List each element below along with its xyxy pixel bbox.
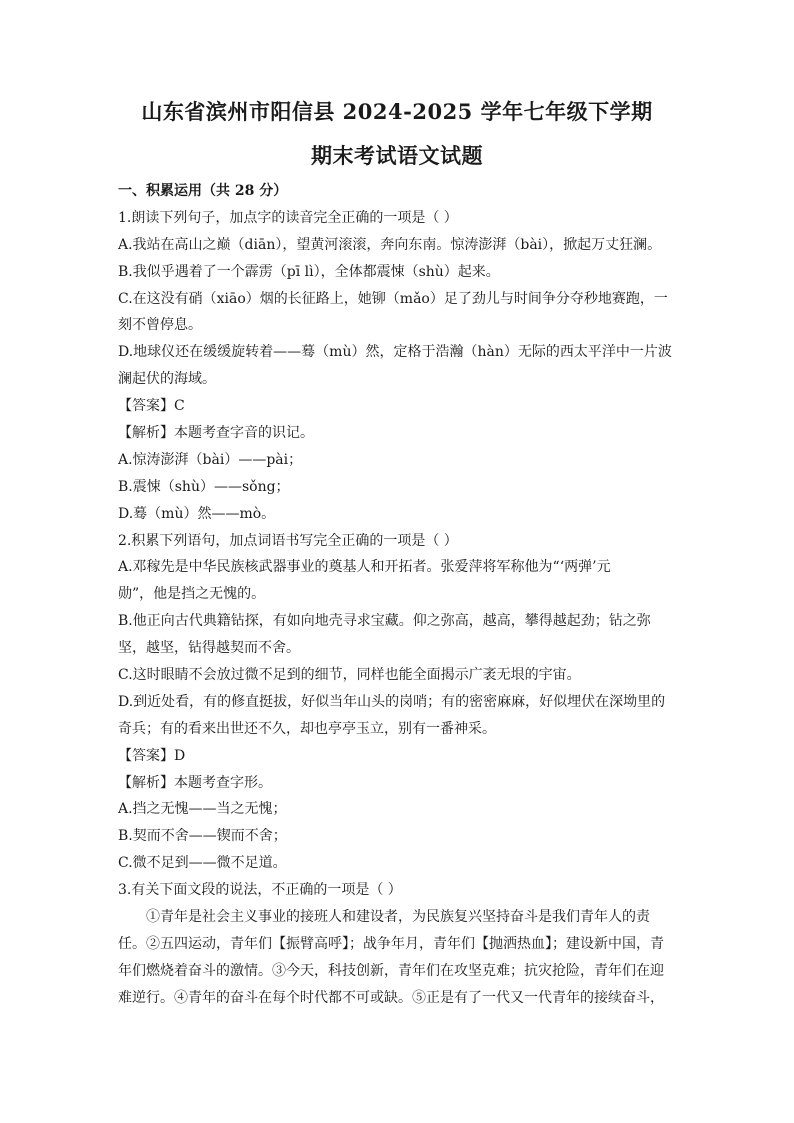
text-line: 【解析】本题考查字形。 bbox=[118, 774, 272, 791]
text-line: D.蓦（mù）然——mò。 bbox=[118, 505, 276, 522]
text-line: 坚，越坚，钻得越契而不舍。 bbox=[118, 640, 300, 657]
text-line: 年们燃烧着奋斗的激情。③今天，科技创新，青年们在攻坚克难；抗灾抢险，青年们在迎 bbox=[118, 962, 664, 979]
text-line: 【答案】C bbox=[118, 398, 185, 415]
document-subtitle: 期末考试语文试题 bbox=[311, 143, 483, 168]
text-line: B.震悚（shù）——sǒng； bbox=[118, 478, 290, 495]
text-line: B.契而不舍——锲而不舍； bbox=[118, 828, 287, 845]
text-line: 2.积累下列语句，加点词语书写完全正确的一项是（ ） bbox=[118, 532, 458, 549]
text-line: B.我似乎遇着了一个霹雳（pī lì），全体都震悚（shù）起来。 bbox=[118, 263, 500, 280]
section-heading: 一、积累运用（共 28 分） bbox=[118, 183, 288, 199]
text-line: ①青年是社会主义事业的接班人和建设者，为民族复兴坚持奋斗是我们青年人的责 bbox=[146, 909, 650, 926]
text-line: A.邓稼先是中华民族核武器事业的奠基人和开拓者。张爱萍将军称他为“‘两弹’元 bbox=[118, 559, 611, 576]
text-line: B.他正向古代典籍钻探，有如向地壳寻求宝藏。仰之弥高，越高，攀得越起劲；钻之弥 bbox=[118, 613, 651, 630]
text-line: C.微不足到——微不足道。 bbox=[118, 855, 287, 872]
text-line: 奇兵；有的看来出世还不久，却也亭亭玉立，别有一番神采。 bbox=[118, 720, 496, 737]
text-line: C.这时眼睛不会放过微不足到的细节，同样也能全面揭示广袤无垠的宇宙。 bbox=[118, 667, 581, 684]
document-body bbox=[118, 178, 678, 1012]
text-line: D.地球仪还在缓缓旋转着——蓦（mù）然，定格于浩瀚（hàn）无际的西太平洋中一片波 bbox=[118, 344, 672, 361]
text-line: 澜起伏的海域。 bbox=[118, 371, 216, 388]
text-line: D.到近处看，有的修直挺拔，好似当年山头的岗哨；有的密密麻麻，好似埋伏在深坳里的 bbox=[118, 693, 666, 710]
text-line: A.我站在高山之巅（diān），望黄河滚滚，奔向东南。惊涛澎湃（bài），掀起万丈狂澜。 bbox=[118, 236, 662, 253]
text-line: 【解析】本题考查字音的识记。 bbox=[118, 425, 314, 442]
text-line: 难逆行。④青年的奋斗在每个时代都不可或缺。⑤正是有了一代又一代青年的接续奋斗， bbox=[118, 989, 664, 1006]
text-line: 任。②五四运动，青年们【振臂高呼】；战争年月，青年们【抛洒热血】；建设新中国，青 bbox=[118, 935, 664, 952]
text-line: A.惊涛澎湃（bài）——pài； bbox=[118, 451, 303, 468]
text-line: A.挡之无愧——当之无愧； bbox=[118, 801, 287, 818]
text-line: 1.朗读下列句子，加点字的读音完全正确的一项是（ ） bbox=[118, 209, 458, 226]
text-line: 刻不曾停息。 bbox=[118, 317, 202, 334]
document-title: 山东省滨州市阳信县 2024-2025 学年七年级下学期 bbox=[141, 99, 653, 124]
text-line: 勋”，他是挡之无愧的。 bbox=[118, 586, 266, 603]
text-line: C.在这没有硝（xiāo）烟的长征路上，她铆（mǎo）足了劲儿与时间争分夺秒地赛跑，一 bbox=[118, 290, 668, 307]
text-line: 3.有关下面文段的说法，不正确的一项是（ ） bbox=[118, 882, 402, 899]
text-line: 【答案】D bbox=[118, 747, 186, 764]
